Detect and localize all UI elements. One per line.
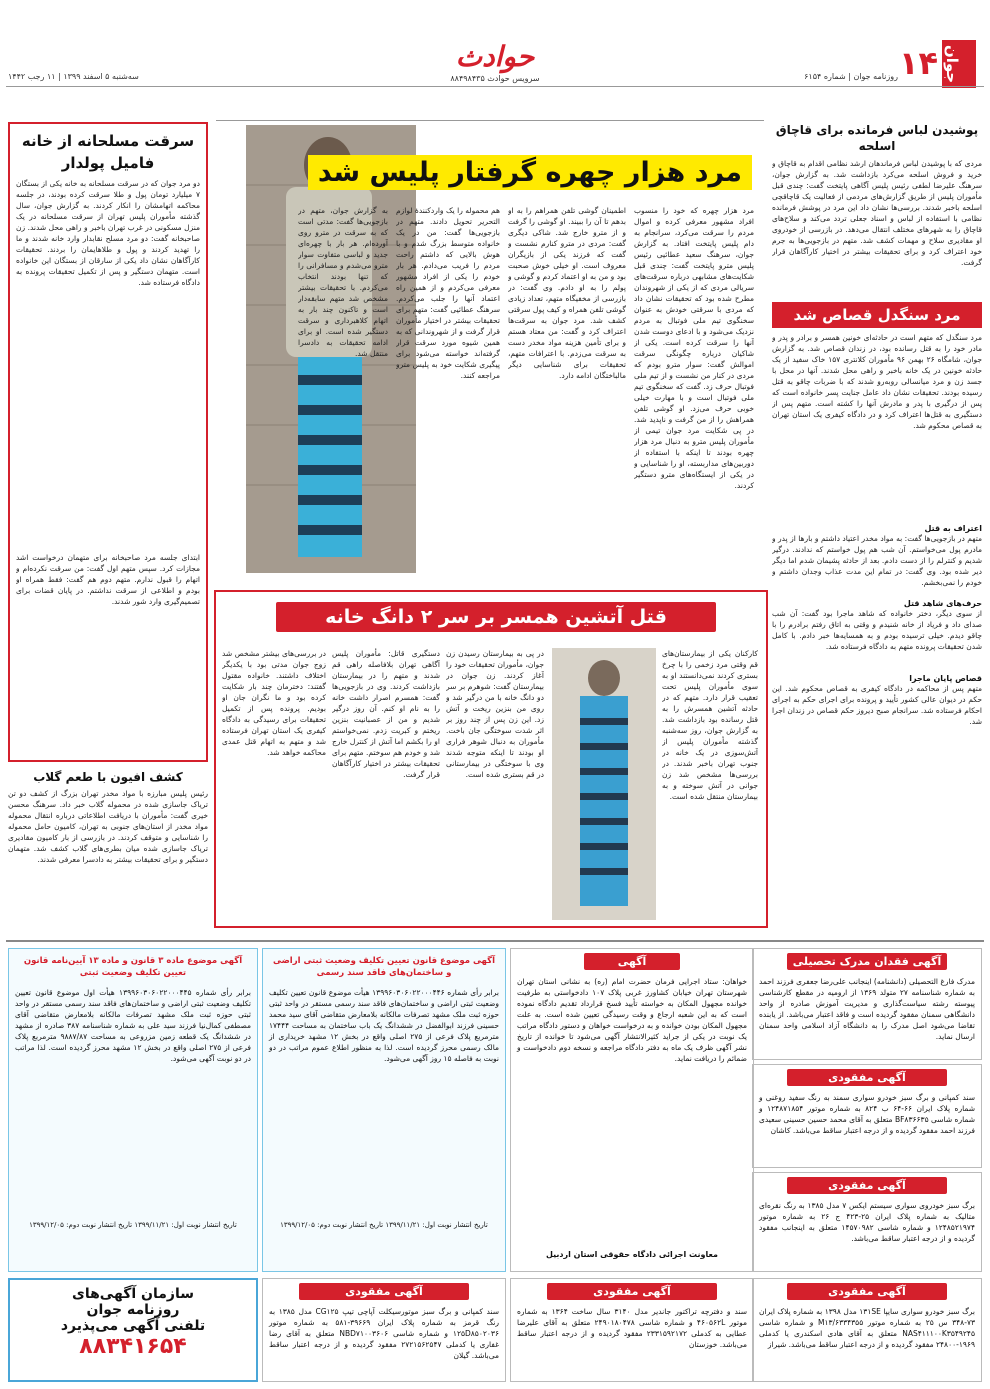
right-sidebar	[772, 120, 982, 740]
ad-text: سند کمپانی و برگ سبز خودرو سواری سمند به رنگ سفید روغنی و شماره پلاک ایران ۶۶-۶۴ ب ۸۲۴ به شماره موتور ۱۲۴۸۷۱۸۵۴ و شماره شاسی BF۸۳۶۶۳۵ متعلق به آقای محمد حسین حسینی سعیدی فرزند احمد مفقود گردیده و از درجه اعتبار ساقط می‌باشد. کاشان	[759, 1093, 975, 1135]
ad-title: آگهی مفقودی	[787, 1069, 947, 1086]
ad-title: آگهی مفقودی	[787, 1283, 947, 1300]
page-header	[0, 40, 990, 90]
ad-box	[510, 948, 754, 1272]
main-headline: مرد هزار چهره گرفتار پلیس شد	[308, 155, 752, 190]
story-title: مرد سنگدل قصاص شد	[772, 302, 982, 328]
ad-footer: معاونت اجرائی دادگاه حقوقی استان اردبیل	[546, 1250, 718, 1259]
ad-title: آگهی مفقودی	[299, 1283, 468, 1300]
ad-footer: تاریخ انتشار نوبت اول: ۱۳۹۹/۱۱/۲۱ تاریخ انتشار نوبت دوم: ۱۳۹۹/۱۲/۰۵	[280, 1221, 488, 1229]
section-title: حوادث	[455, 40, 535, 73]
ad-title: آگهی	[584, 953, 681, 970]
suspect-figure-icon	[552, 648, 656, 920]
article-column: مرد هزار چهره که خود را منسوب افراد مشهور معرفی کرده و اموال مردم را سرقت می‌کرد، سرانجام به دام پلیس پایتخت افتاد. به گزارش جوان، سرهنگ سعید عطائیی رئیس پلیس مترو پایتخت گفت: چندی قبل شکایت‌های مشابهی درباره سرقت‌های سریالی مردی که از یکی از شهروندان مطرح شده بود که تحقیقات نشان داد که مردی با سرقتی خودش به عنوان سخنگوی تیم ملی فوتبال به مردم نزدیک می‌شود و با ادعای دوست شدن آنها را سرقت کرده است. یکی از شاکیان درباره چگونگی سرقت اموالش گفت: سوار مترو بودم که مردی در کنار من نشست و از تیم ملی فوتبال حرف زد. گفت که سخنگوی تیم ملی فوتبال است و با مهارت خیلی خوبی حرف می‌زد. او گوشی تلفن همراهش را از من گرفت و ناپدید شد. در پی شکایت مرد جوان تیمی از مأموران پلیس مترو به دنبال مرد هزار چهره بودند تا اینکه با استفاده از دوربین‌های مداربسته، او را شناسایی و در یکی از ایستگاه‌های مترو دستگیر کردند.	[634, 206, 754, 490]
ad-box	[752, 1278, 982, 1382]
header-rule	[6, 86, 984, 87]
logo-block	[898, 40, 976, 88]
article-column: دستگیری قاتل: مأموران پلیس آگاهی تهران بلافاصله راهی قم شدند و متهم را در بیمارستان بازداشت کردند. وی در بازجویی‌ها گفت: همسرم اصرار داشت خانه را به نام او کنم. آن روز درگیر شدیم و من از عصبانیت بنزین ریختم و کبریت زدم. نمی‌خواستم او را بکشم اما آتش از کنترل خارج شد و خودم هم سوختم. متهم برای تحقیقات بیشتر در اختیار کارآگاهان قرار گرفت.	[332, 649, 440, 779]
article-column: به گزارش جوان، متهم در بازجویی‌ها گفت: مدتی است که به سرقت در مترو روی آورده‌ام. هر بار با چهره‌ای جدید و لباسی متفاوت سوار مترو می‌شدم و مسافرانی را که تنها بودند انتخاب می‌کردم. با تحقیقات بیشتر مشخص شد متهم سابقه‌دار است و تاکنون چند بار به اتهام کلاهبرداری و سرقت دستگیر شده است. او برای ادامه تحقیقات به دادسرا منتقل شد.	[298, 206, 388, 358]
ad-text: مدرک فارغ التحصیلی (دانشنامه) اینجانب علی‌رضا جعفری فرزند احمد به شماره شناسنامه ۲۷ متولد ۱۳۶۹ از ارومیه در مقطع کارشناسی پیوسته رشته سیاست‌گذاری و مدیریت آموزش صادره از واحد دانشگاهی سمنان مفقود گردیده است و فاقد اعتبار می‌باشد. از یابنده تقاضا می‌شود اصل مدرک را به دانشگاه آزاد اسلامی واحد سمنان ارسال نماید.	[759, 977, 975, 1041]
story-text: متهم در بازجویی‌ها گفت: به مواد مخدر اعتیاد داشتم و بارها از پدر و مادرم پول می‌خواستم. آن شب هم پول خواستم که ندادند. درگیر شدیم و کنترلم را از دست دادم. بعد از حادثه پشیمان شدم اما دیگر دیر شده بود. وی گفت: در تمام این مدت عذاب وجدان داشتم و خودم را نمی‌بخشم.	[772, 534, 982, 587]
ad-box	[8, 948, 258, 1272]
ad-box	[752, 1064, 982, 1168]
subheading: حرف‌های شاهد قتل	[903, 599, 982, 608]
article-column: اطمینان گوشی تلفن همراهم را به او بدهم تا آن را ببیند. او گوشی را گرفت و از مترو خارج شد. شاکی دیگری گفت: مردی در مترو کنارم نشست و گفت که فرزند یکی از بازیگران معروف است. او خیلی خوش صحبت بود و من به او اعتماد کردم و گوشی و پولم را به او دادم. وی گفت: در بازرسی از مخفیگاه متهم، تعداد زیادی گوشی تلفن همراه و کیف پول سرقتی کشف شد. مرد جوان به سرقت‌ها اعتراف کرد و گفت: من معتاد هستم و برای تأمین هزینه مواد مخدر دست به سرقت می‌زدم. با اعترافات متهم، تحقیقات برای شناسایی دیگر مالباختگان ادامه دارد.	[508, 206, 626, 380]
story-text: رئیس پلیس مبارزه با مواد مخدر تهران بزرگ از کشف دو تن تریاک جاسازی شده در محموله گلاب خبر داد. سرهنگ محسن خیری گفت: مأموران با دریافت اطلاعاتی درباره انتقال محموله مواد مخدر از استان‌های جنوبی به تهران، کامیون حامل محموله را شناسایی و متوقف کردند. در بازرسی از بار کامیون مقادیری تریاک جاسازی شده میان بطری‌های گلاب کشف شد. متهمان دستگیر و برای تحقیقات بیشتر به دادسرا معرفی شدند.	[8, 789, 208, 864]
article-column: کارکنان یکی از بیمارستان‌های قم وقتی مرد زخمی را با چرخ بستری کردند نمی‌دانستند او به سوی مأموران پلیس تحت تعقیب قرار دارد. متهم که در حادثه آتشین همسرش را به قتل رسانده بود بازداشت شد. به گزارش جوان، روز سه‌شنبه گذشته مأموران پلیس از آتش‌سوزی در یک خانه در جنوب تهران باخبر شدند. در بررسی‌ها مشخص شد زن جوانی در آتش سوخته و به بیمارستان منتقل شده است.	[662, 649, 758, 801]
story-title: پوشیدن لباس فرمانده برای قاچاق اسلحه	[775, 123, 979, 153]
subheading: اعتراف به قتل	[924, 524, 982, 533]
ad-org-line: تلفنی آگهی می‌پذیرد	[60, 1318, 206, 1334]
ad-title: آگهی فقدان مدرک تحصیلی	[787, 953, 947, 970]
story-text: دو مرد جوان که در سرقت مسلحانه به خانه یکی از بستگان ۷ میلیارد تومان پول و طلا سرقت کرده بودند، در جلسه محاکمه اتهامشان را انکار کردند. به گزارش جوان، سال گذشته مأموران پلیس تهران از سرقت مسلحانه در یک منزل مسکونی در غرب تهران باخبر و راهی محل شدند. زن صاحبخانه گفت: دو مرد مسلح نقابدار وارد خانه شدند و ما را تهدید کردند و پول و طلاهایمان را بردند. تحقیقات کارآگاهان نشان داد یکی از سارقان از بستگان این خانواده است. متهمان دستگیر و پس از تکمیل تحقیقات پرونده به دادگاه فرستاده شد.	[16, 179, 200, 287]
story-text: ابتدای جلسه مرد صاحبخانه برای متهمان درخواست اشد مجازات کرد. سپس متهم اول گفت: من سرقت نکرده‌ام و اتهام را قبول ندارم. متهم دوم هم گفت: فقط همراه او بودم و اطلاعی از سرقت نداشتم. در پایان قضات برای تصمیم‌گیری وارد شور شدند.	[16, 553, 200, 606]
ad-title: آگهی موضوع قانون تعیین تکلیف وضعیت ثبتی اراضی و ساختمان‌های فاقد سند رسمی	[272, 956, 496, 978]
page-number: ۱۴	[898, 44, 938, 82]
ad-title: آگهی موضوع ماده ۳ قانون و ماده ۱۳ آیین‌نامه قانون تعیین تکلیف وضعیت ثبتی	[23, 956, 243, 978]
ad-title: آگهی مفقودی	[787, 1177, 947, 1194]
second-story	[214, 590, 768, 928]
second-headline: قتل آتشین همسر بر سر ۲ دانگ خانه	[276, 602, 716, 632]
suspect-photo	[552, 648, 656, 920]
ad-org-box	[8, 1278, 258, 1382]
ad-footer: تاریخ انتشار نوبت اول: ۱۳۹۹/۱۱/۲۱ تاریخ انتشار نوبت دوم: ۱۳۹۹/۱۲/۰۵	[29, 1221, 237, 1229]
ad-box	[262, 948, 506, 1272]
ad-text: سند کمپانی و برگ سبز موتورسیکلت آپاچی تیپ CG۱۲۵ مدل ۱۳۸۵ به رنگ قرمز به شماره پلاک ایران ۳۹۶۶۹-۵۸۱ به شماره موتور ۱۲۵D۸۵۰۲۰۳۶ و شماره شاسی NBD۷۱۰۰۳۶۰۶ متعلق به آقای رضا غفاری یا کدملی ۲۷۲۱۵۶۲۵۴۷ مفقود گردیده و از درجه اعتبار ساقط می‌باشد. گیلان	[269, 1307, 499, 1360]
story-text: مردی که با پوشیدن لباس فرماندهان ارشد نظامی اقدام به قاچاق و خرید و فروش اسلحه می‌کرد بازداشت شد. به گزارش جوان، سرهنگ علیرضا لطفی رئیس پلیس آگاهی پایتخت گفت: چندی قبل مأموران پلیس از طریق گزارش‌های مردمی از فعالیت یک قاچاقچی اسلحه باخبر شدند. بررسی‌ها نشان داد این مرد در پوشش فرمانده نظامی با استفاده از لباس و اسناد جعلی تردد می‌کند و سلاح‌های قاچاق را به شهرهای مختلف انتقال می‌دهد. در بازرسی از خودروی او مقادیری سلاح و مهمات کشف شد. متهم در بازجویی‌ها به جرم خود اعتراف کرد و برای تحقیقات بیشتر در اختیار کارآگاهان قرار گرفت.	[772, 159, 982, 267]
left-sidebar-story2	[8, 766, 208, 926]
ad-text: خواهان: ستاد اجرایی فرمان حضرت امام (ره) به نشانی استان تهران شهرستان تهران خیابان کشاورز غربی پلاک ۱۰۷ دادخواستی به طرفیت خوانده مجهول المکان به خواسته تأیید فسخ قرارداد تقدیم دادگاه نموده است که به این شعبه ارجاع و وقت رسیدگی تعیین شده است. به علت مجهول المکان بودن خوانده و به درخواست خواهان و دستور دادگاه مراتب یک نوبت در یکی از جراید کثیرالانتشار آگهی می‌شود تا خوانده از تاریخ نشر آگهی ظرف یک ماه به دفتر دادگاه مراجعه و نسخه دوم دادخواست و ضمائم را دریافت نماید.	[517, 977, 747, 1063]
ad-box	[510, 1278, 754, 1382]
main-story	[216, 120, 764, 581]
ads-rule	[6, 940, 984, 942]
story-text: مرد سنگدل که متهم است در حادثه‌ای خونین همسر و برادر و پدر و مادر خود را به قتل رسانده بود، در زندان قصاص شد. به گزارش جوان، شامگاه ۲۶ بهمن ۹۶ مأموران کلانتری ۱۵۷ خاک سفید از یک حادثه خونین در یک خانه باخبر و راهی محل شدند. آنها در محل با جسد زن و مرد میانسالی روبه‌رو شدند که با ضربات چاقو به قتل رسیده بودند. تحقیقات نشان داد عامل جنایت پسر خانواده است که پس از درگیری با پدر و مادرش آنها را کشته است. متهم پس از دستگیری به قتل‌ها اعتراف کرد و در دادگاه کیفری یک استان تهران به قصاص محکوم شد.	[772, 333, 982, 430]
article-column: در پی به بیمارستان رسیدن زن جوان، مأموران تحقیقات خود را آغاز کردند. زن جوان در بیمارستان گفت: شوهرم بر سر دو دانگ خانه با من درگیر شد و روی من بنزین ریخت و آتش زد. این زن پس از چند روز بر اثر شدت سوختگی جان باخت. مأموران به دنبال شوهر فراری او بودند تا اینکه متوجه شدند وی با سوختگی در بیمارستانی در قم بستری شده است.	[446, 649, 544, 779]
article-column: در بررسی‌های بیشتر مشخص شد زوج جوان مدتی بود با یکدیگر اختلاف داشتند. خانواده مقتول گفتند: دخترمان چند بار شکایت کرده بود و ما نگران جان او بودیم. پرونده پس از تکمیل تحقیقات برای رسیدگی به دادگاه کیفری یک استان تهران فرستاده شد و متهم به اتهام قتل عمدی محاکمه خواهد شد.	[222, 649, 326, 757]
ad-text: سند و دفترچه تراکتور جاندیر مدل ۳۱۴۰ سال ساخت ۱۳۶۴ به شماره موتور ۴۶۰۵۶۲L و شماره شاسی ۲۴۹۰۱۸۰۴۷۸ متعلق به آقای علیرضا عطایی به کدملی ۲۳۳۱۵۹۲۱۷۲ مفقود گردیده و از درجه اعتبار ساقط می‌باشد. خوزستان	[517, 1307, 747, 1349]
ad-text: برگ سبز خودروی سواری سیستم ایکس ۷ مدل ۱۳۸۵ به رنگ نقره‌ای متالیک به شماره پلاک ایران ۲۵-۴۲۳ ج ۲۶ به شماره موتور ۱۲۴۸۵۲۱۹۷۴ و شماره شاسی ۱۴۵۷۰۹۸۲ متعلق به اینجانب مفقود گردیده و از درجه اعتبار ساقط می‌باشد.	[759, 1201, 976, 1243]
ad-text: برابر رأی شماره ۱۳۹۹۶۰۳۰۶۰۲۲۰۰۰۴۴۵ هیأت اول موضوع قانون تعیین تکلیف وضعیت ثبتی اراضی و ساختمان‌های فاقد سند رسمی مستقر در واحد ثبتی حوزه ثبت ملک مشهد تصرفات مالکانه بلامعارض متقاضی آقای مصطفی کمال‌نیا فرزند سید علی به شماره شناسنامه ۳۸۷ صادره از مشهد در ششدانگ یک قطعه زمین مزروعی به مساحت ۹۸۸۷/۸۷ مترمربع پلاک فرعی از ۲۷۵ اصلی واقع در بخش ۱۲ مشهد محرز گردیده است. لذا مراتب در دو نوبت آگهی می‌شود.	[15, 988, 251, 1063]
issue-date: سه‌شنبه ۵ اسفند ۱۳۹۹ | ۱۱ رجب ۱۴۴۲	[8, 72, 139, 81]
left-sidebar-box	[8, 122, 208, 762]
story-text: از سوی دیگر، دختر خانواده که شاهد ماجرا بود گفت: آن شب صدای داد و فریاد از خانه شنیدم و وقتی به اتاق رفتم برادرم را با چاقو دیدم. خیلی ترسیده بودم و به همسایه‌ها خبر دادم. با کامل شدن تحقیقات پرونده متهم به دادگاه فرستاده شد.	[772, 609, 982, 651]
ad-box	[752, 1172, 982, 1272]
ad-title: آگهی مفقودی	[547, 1283, 716, 1300]
ad-text: برابر رأی شماره ۱۳۹۹۶۰۳۰۶۰۲۲۰۰۰۴۴۶ هیأت موضوع قانون تعیین تکلیف وضعیت ثبتی اراضی و ساختمان‌های فاقد سند رسمی مستقر در واحد ثبتی حوزه ثبت ملک مشهد تصرفات مالکانه بلامعارض متقاضی آقای سید محمد حسینی فرزند ابوالفضل در ششدانگ یک باب ساختمان به مساحت ۱۷۴۴۴ مترمربع پلاک فرعی از ۲۷۵ اصلی واقع در بخش ۱۲ مشهد خریداری از مالک رسمی محرز گردیده است. لذا به منظور اطلاع عموم مراتب در دو نوبت به فاصله ۱۵ روز آگهی می‌شود.	[269, 988, 499, 1063]
ad-text: برگ سبز خودرو سواری سایپا ۱۳۱SE مدل ۱۳۹۸ به شماره پلاک ایران ۷۳-۳۴۸ س ۲۵ به شماره موتور M۱۳/۶۳۳۴۳۵۵ و شماره شاسی NAS۴۱۱۱۰۰K۳۵۴۹۲۴۵ متعلق به آقای هادی اسکندری یا کدملی ۱۹۶۹-۲۴۸۰۰ مفقود گردیده و از درجه اعتبار ساقط می‌باشد. شیراز	[759, 1307, 976, 1349]
story-text: متهم پس از محاکمه در دادگاه کیفری به قصاص محکوم شد. این حکم در دیوان عالی کشور تأیید و پرونده برای اجرای حکم به اجرای احکام فرستاده شد. سرانجام صبح دیروز حکم قصاص در زندان اجرا شد.	[772, 684, 982, 726]
subheading: قصاص پایان ماجرا	[909, 674, 982, 683]
story-title: کشف افیون با طعم گلاب	[33, 770, 183, 784]
ad-box	[752, 948, 982, 1060]
ad-org-line: سازمان آگهی‌های	[72, 1286, 194, 1302]
ad-org-line: روزنامه جوان	[86, 1302, 180, 1318]
article-column: هم محموله را یک واردکنندهٔ لوازم التحریر تحویل دادند. متهم در بازجویی‌ها گفت: من در یک خانواده متوسط بزرگ شدم و با هوش بالایی که داشتم راحت مردم را فریب می‌دادم. هر بار خودم را یکی از افراد مشهور معرفی می‌کردم و از همین راه اعتماد آنها را جلب می‌کردم. سرهنگ عطائیی گفت: متهم برای تحقیقات بیشتر در اختیار مأموران قرار گرفت و از شهروندانی که به همین شیوه مورد سرقت قرار گرفته‌اند خواسته می‌شود برای پیگیری شکایت خود به پلیس مترو مراجعه کنند.	[396, 206, 500, 380]
story-title: سرقت مسلحانه از خانه فامیل پولدار	[21, 132, 195, 172]
ad-box	[262, 1278, 506, 1382]
newspaper-logo: جوان	[942, 40, 976, 88]
service-line: سرویس حوادث ۸۸۴۹۸۴۳۵	[450, 74, 540, 83]
paper-meta: روزنامه جوان | شماره ۶۱۵۴	[804, 72, 898, 81]
ad-org-phone: ۸۸۳۴۱۶۵۴	[79, 1334, 187, 1359]
